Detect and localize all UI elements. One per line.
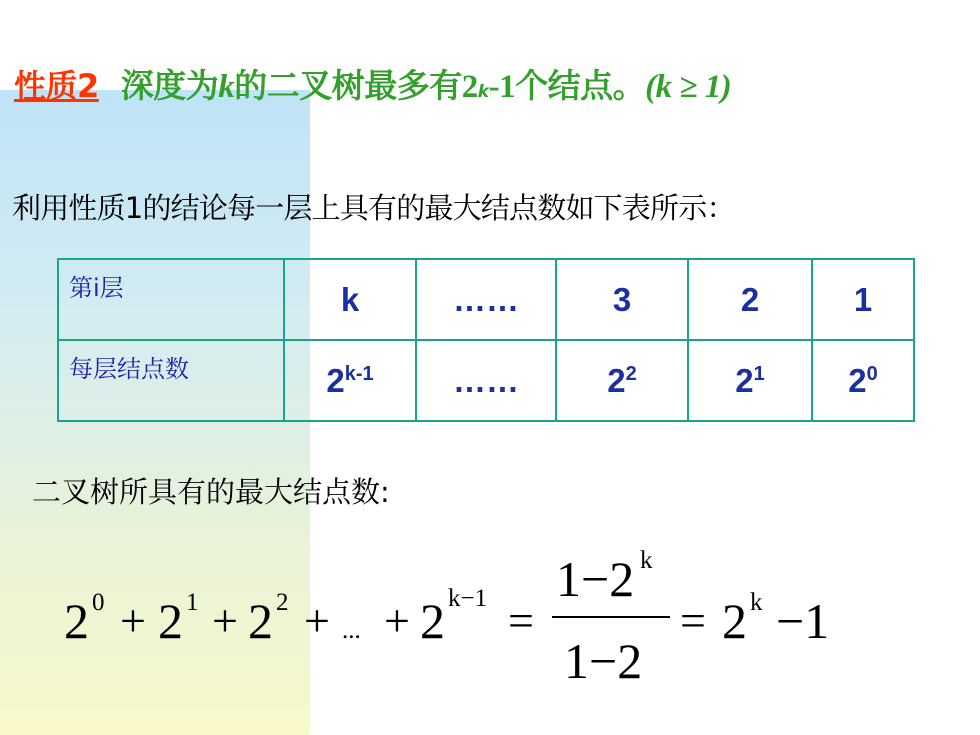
title-condition: (k ≥ 1) bbox=[645, 69, 732, 105]
intro-text: 利用性质1的结论每一层上具有的最大结点数如下表所示： bbox=[12, 191, 735, 225]
table-cell: 3 bbox=[556, 259, 688, 340]
formula-plus: + bbox=[384, 595, 410, 646]
table-cell bbox=[284, 340, 416, 421]
property-label: 性质2 bbox=[14, 67, 99, 105]
title-minus-one: -1 bbox=[488, 69, 516, 105]
table-cell: …… bbox=[416, 259, 556, 340]
sum-formula bbox=[0, 540, 980, 700]
result-tail: −1 bbox=[776, 593, 830, 649]
formula-term-exp: 0 bbox=[92, 589, 105, 616]
formula-term-exp: 1 bbox=[186, 589, 199, 616]
power-base: …… bbox=[453, 361, 519, 399]
formula-plus: + bbox=[120, 595, 146, 646]
power-exp: k-1 bbox=[344, 362, 374, 385]
table-cell bbox=[812, 340, 914, 421]
title-var-k: k bbox=[218, 69, 235, 105]
subtitle: 二叉树所具有的最大结点数: bbox=[32, 475, 390, 509]
title-text-3: 个结点。 bbox=[515, 66, 646, 105]
formula-plus: + bbox=[304, 595, 330, 646]
formula-term-base: 2 bbox=[420, 593, 445, 649]
power-base: 2 bbox=[607, 361, 626, 399]
table-cell: 2 bbox=[688, 259, 812, 340]
table-cell bbox=[556, 340, 688, 421]
row-label-node-count: 每层结点数 bbox=[58, 340, 284, 421]
power-exp: 2 bbox=[625, 362, 637, 385]
fraction-bar bbox=[552, 616, 670, 618]
fraction-numerator: 1−2 bbox=[556, 551, 635, 607]
table-cell: k bbox=[284, 259, 416, 340]
power-exp: 1 bbox=[753, 362, 765, 385]
formula-plus: + bbox=[212, 595, 238, 646]
table-cell: 1 bbox=[812, 259, 914, 340]
table-cell bbox=[688, 340, 812, 421]
fraction-denominator: 1−2 bbox=[564, 633, 643, 689]
formula-ellipsis: ... bbox=[342, 617, 361, 644]
formula-equals: = bbox=[508, 595, 534, 646]
level-node-table bbox=[57, 258, 915, 422]
formula-term-base: 2 bbox=[248, 593, 273, 649]
power-base: 2 bbox=[848, 361, 867, 399]
title-power-base: 2 bbox=[461, 69, 478, 105]
formula-term-exp: 2 bbox=[276, 589, 289, 616]
title-text-1: 深度为 bbox=[120, 66, 219, 105]
formula-equals: = bbox=[680, 595, 706, 646]
table-row bbox=[58, 340, 914, 421]
formula-term-base: 2 bbox=[64, 593, 89, 649]
result-base: 2 bbox=[722, 593, 747, 649]
formula-term-base: 2 bbox=[158, 593, 183, 649]
table-cell bbox=[416, 340, 556, 421]
row-label-level: 第i层 bbox=[58, 259, 284, 340]
fraction-numerator-exp: k bbox=[640, 547, 653, 574]
power-base: 2 bbox=[735, 361, 754, 399]
slide-title: 性质2 深度为 k 的二叉树最多有 2 k -1 个结点。 (k ≥ 1) bbox=[14, 60, 731, 116]
title-text-2: 的二叉树最多有 bbox=[234, 66, 462, 105]
table-row bbox=[58, 259, 914, 340]
result-exp: k bbox=[750, 589, 763, 616]
formula-term-exp: k−1 bbox=[448, 585, 488, 612]
power-exp: 0 bbox=[866, 362, 878, 385]
power-base: 2 bbox=[326, 361, 345, 399]
